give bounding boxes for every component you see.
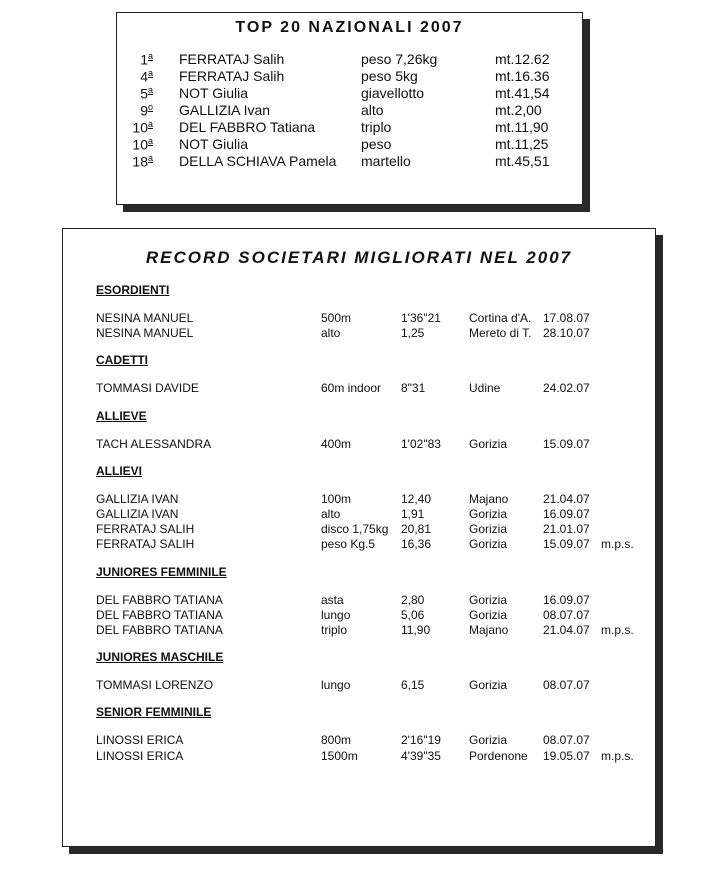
record-date: 16.09.07 <box>543 507 590 521</box>
result-value: mt.11,25 <box>495 136 549 152</box>
rank-cell <box>117 119 153 136</box>
event-name: triplo <box>321 623 348 637</box>
record-row <box>63 623 655 638</box>
venue: Gorizia <box>469 537 508 552</box>
venue: Pordenone <box>469 748 528 763</box>
athlete-name: NOT Giulia <box>179 136 248 152</box>
rank-cell <box>117 102 153 119</box>
rank-ordinal: a <box>147 136 153 146</box>
event-name: alto <box>321 507 341 521</box>
top20-title: TOP 20 NAZIONALI 2007 <box>235 19 464 36</box>
record-row <box>63 537 655 552</box>
record-note: m.p.s. <box>601 623 634 637</box>
result-value: mt.16.36 <box>495 68 550 84</box>
record-date: 21.04.07 <box>543 491 590 506</box>
athlete-name: DEL FABBRO TATIANA <box>96 607 223 622</box>
event-name: 60m indoor <box>321 381 382 396</box>
record-date: 15.09.07 <box>543 436 590 451</box>
event-name: 1500m <box>321 748 358 763</box>
record-row <box>63 593 655 608</box>
record-row <box>63 733 655 748</box>
rank-cell <box>117 85 153 102</box>
event-name: 400m <box>321 436 352 451</box>
performance-value: 11,90 <box>401 623 431 637</box>
event-name: alto <box>361 102 384 118</box>
venue: Gorizia <box>469 522 508 537</box>
athlete-name: FERRATAJ Salih <box>179 51 285 67</box>
athlete-name: FERRATAJ Salih <box>179 68 285 84</box>
athlete-name: NOT Giulia <box>179 85 248 101</box>
athlete-name: GALLIZIA IVAN <box>96 491 179 506</box>
record-date: 17.08.07 <box>543 311 590 325</box>
athlete-name: TOMMASI DAVIDE <box>96 381 199 396</box>
record-date: 21.01.07 <box>543 522 590 537</box>
top20-panel <box>116 12 583 205</box>
venue: Gorizia <box>469 592 508 607</box>
top20-row <box>117 119 582 137</box>
venue: Gorizia <box>469 678 508 693</box>
athlete-name: DEL FABBRO TATIANA <box>96 623 223 637</box>
event-name: 800m <box>321 733 352 748</box>
rank-cell <box>117 68 153 85</box>
top20-row <box>117 102 582 120</box>
record-row <box>63 608 655 623</box>
performance-value: 1,91 <box>401 507 425 521</box>
performance-value: 20,81 <box>401 522 432 537</box>
record-row <box>63 749 655 764</box>
record-row <box>63 381 655 396</box>
venue: Majano <box>469 623 509 637</box>
event-name: asta <box>321 592 344 607</box>
rank-number: 9 <box>140 102 148 119</box>
event-name: 100m <box>321 491 352 506</box>
event-name: lungo <box>321 607 351 622</box>
athlete-name: LINOSSI ERICA <box>96 748 184 763</box>
event-name: peso 5kg <box>361 68 418 84</box>
event-name: peso Kg.5 <box>321 537 376 552</box>
event-name: giavellotto <box>361 85 425 101</box>
rank-ordinal: a <box>147 153 153 163</box>
rank-ordinal: a <box>147 119 153 129</box>
records-panel <box>62 228 656 847</box>
record-note: m.p.s. <box>601 748 634 763</box>
record-date: 28.10.07 <box>543 326 590 341</box>
event-name: alto <box>321 326 341 341</box>
top20-row <box>117 51 582 69</box>
athlete-name: NESINA MANUEL <box>96 311 194 325</box>
category-heading: JUNIORES FEMMINILE <box>96 564 227 579</box>
record-row <box>63 311 655 326</box>
athlete-name: TACH ALESSANDRA <box>96 436 212 451</box>
category-heading: CADETTI <box>96 353 148 368</box>
venue: Gorizia <box>469 607 508 622</box>
result-value: mt.12.62 <box>495 51 550 67</box>
record-date: 19.05.07 <box>543 748 590 763</box>
venue: Cortina d'A. <box>469 311 532 325</box>
record-date: 15.09.07 <box>543 537 590 552</box>
performance-value: 1'02"83 <box>401 436 441 451</box>
result-value: mt.45,51 <box>495 153 550 169</box>
event-name: triplo <box>361 119 392 135</box>
category-heading: ALLIEVE <box>96 408 147 423</box>
athlete-name: NESINA MANUEL <box>96 326 194 341</box>
record-row <box>63 326 655 341</box>
performance-value: 1,25 <box>401 326 425 341</box>
event-name: 500m <box>321 311 352 325</box>
rank-cell <box>117 153 153 170</box>
record-row <box>63 492 655 507</box>
rank-number: 10 <box>132 136 148 153</box>
category-heading: ESORDIENTI <box>96 283 170 297</box>
record-date: 08.07.07 <box>543 678 590 693</box>
event-name: lungo <box>321 678 351 693</box>
top20-row <box>117 68 582 86</box>
top20-row <box>117 136 582 154</box>
athlete-name: FERRATAJ SALIH <box>96 537 195 552</box>
record-date: 24.02.07 <box>543 381 590 396</box>
record-date: 21.04.07 <box>543 623 590 637</box>
venue: Gorizia <box>469 436 508 451</box>
record-date: 16.09.07 <box>543 592 590 607</box>
rank-ordinal: o <box>147 102 153 112</box>
venue: Gorizia <box>469 507 508 521</box>
records-title: RECORD SOCIETARI MIGLIORATI NEL 2007 <box>145 248 573 267</box>
category-heading: JUNIORES MASCHILE <box>96 650 224 665</box>
record-date: 08.07.07 <box>543 607 590 622</box>
event-name: peso <box>361 136 392 152</box>
performance-value: 5,06 <box>401 607 425 622</box>
category-heading: ALLIEVI <box>96 463 143 478</box>
result-value: mt.11,90 <box>495 119 549 135</box>
venue: Majano <box>469 491 509 506</box>
athlete-name: DELLA SCHIAVA Pamela <box>179 153 337 169</box>
venue: Mereto di T. <box>469 326 532 341</box>
venue: Udine <box>469 381 501 396</box>
record-date: 08.07.07 <box>543 733 590 748</box>
athlete-name: GALLIZIA Ivan <box>179 102 271 118</box>
event-name: martello <box>361 153 411 169</box>
athlete-name: GALLIZIA IVAN <box>96 507 179 521</box>
event-name: disco 1,75kg <box>321 522 389 537</box>
performance-value: 1'36"21 <box>401 311 441 325</box>
athlete-name: DEL FABBRO Tatiana <box>179 119 316 135</box>
rank-number: 1 <box>140 51 148 68</box>
event-name: peso 7,26kg <box>361 51 438 67</box>
rank-cell <box>117 136 153 153</box>
record-note: m.p.s. <box>601 537 634 552</box>
rank-number: 18 <box>132 153 148 170</box>
rank-ordinal: a <box>147 51 153 61</box>
category-heading: SENIOR FEMMINILE <box>96 705 212 720</box>
rank-number: 5 <box>140 85 148 102</box>
record-row <box>63 522 655 537</box>
rank-ordinal: a <box>147 85 153 95</box>
performance-value: 6,15 <box>401 678 425 693</box>
result-value: mt.2,00 <box>495 102 542 118</box>
athlete-name: LINOSSI ERICA <box>96 733 184 748</box>
athlete-name: TOMMASI LORENZO <box>96 678 214 693</box>
performance-value: 4'39"35 <box>401 748 441 763</box>
record-row <box>63 507 655 522</box>
performance-value: 12,40 <box>401 491 432 506</box>
record-row <box>63 678 655 693</box>
venue: Gorizia <box>469 733 508 748</box>
rank-ordinal: a <box>147 68 153 78</box>
record-row <box>63 437 655 452</box>
performance-value: 16,36 <box>401 537 432 552</box>
rank-number: 4 <box>140 68 148 85</box>
result-value: mt.41,54 <box>495 85 550 101</box>
performance-value: 2,80 <box>401 592 425 607</box>
performance-value: 2'16"19 <box>401 733 441 748</box>
athlete-name: DEL FABBRO TATIANA <box>96 592 223 607</box>
performance-value: 8"31 <box>401 381 426 396</box>
rank-cell <box>117 51 153 68</box>
top20-row <box>117 85 582 103</box>
athlete-name: FERRATAJ SALIH <box>96 522 195 537</box>
top20-row <box>117 153 582 171</box>
rank-number: 10 <box>132 119 148 136</box>
